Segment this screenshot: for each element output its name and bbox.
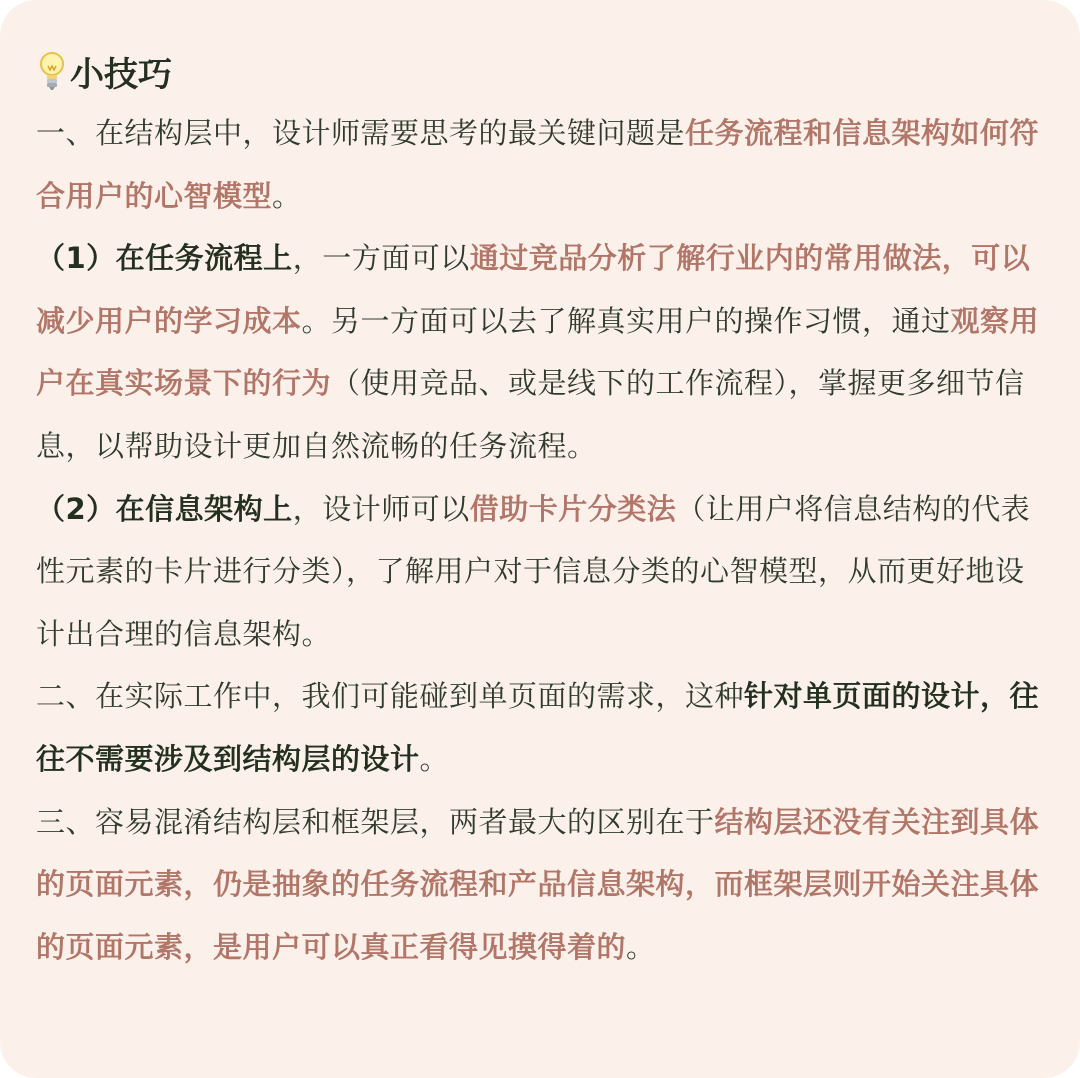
highlight-run: 观察用户在真实场景下的行为 bbox=[36, 303, 1040, 401]
tip-paragraph-2 bbox=[36, 227, 1048, 477]
bold-run: （2）在信息架构上 bbox=[36, 491, 293, 526]
highlight-run: 结构层还没有关注到具体的页面元素，仍是抽象的任务流程和产品信息架构，而框架层则开始关注具体的页面元素，是用户可以真正看得见摸得着的 bbox=[36, 804, 1040, 964]
text-run: 。 bbox=[272, 178, 302, 213]
tip-paragraph-3 bbox=[36, 478, 1048, 666]
highlight-run: 借助卡片分类法 bbox=[469, 491, 677, 526]
tip-paragraph-4 bbox=[36, 665, 1048, 790]
highlight-run: 任务流程和信息架构如何符合用户的心智模型 bbox=[36, 116, 1040, 213]
lightbulb-icon bbox=[36, 49, 68, 93]
text-run: 。 bbox=[626, 929, 656, 964]
text-run: 一、在结构层中，设计师需要思考的最关键问题是 bbox=[36, 116, 686, 150]
text-run: 。另一方面可以去了解真实用户的操作习惯，通过 bbox=[301, 303, 951, 338]
title-text: 小技巧 bbox=[70, 54, 172, 95]
highlight-run: 通过竞品分析了解行业内的常用做法，可以减少用户的学习成本 bbox=[36, 241, 1031, 338]
text-run: ，设计师可以 bbox=[292, 491, 470, 526]
card-title bbox=[36, 46, 172, 96]
bold-run: 针对单页面的设计，往往不需要涉及到结构层的设计 bbox=[36, 679, 1040, 776]
bold-run: （1）在任务流程上 bbox=[36, 241, 293, 276]
text-run: （让用户将信息结构的代表性元素的卡片进行分类），了解用户对于信息分类的心智模型，从而更好地设计出合理的信息架构。 bbox=[36, 491, 1031, 651]
text-run: ，一方面可以 bbox=[292, 241, 470, 276]
text-run: 二、在实际工作中，我们可能碰到单页面的需求，这种 bbox=[36, 679, 745, 714]
tips-body bbox=[36, 102, 1048, 978]
text-run: （使用竞品、或是线下的工作流程），掌握更多细节信息，以帮助设计更加自然流畅的任务流程。 bbox=[36, 366, 1025, 463]
tip-paragraph-5 bbox=[36, 791, 1048, 979]
text-run: 三、容易混淆结构层和框架层，两者最大的区别在于 bbox=[36, 804, 715, 839]
tip-paragraph-1 bbox=[36, 102, 1048, 227]
text-run: 。 bbox=[419, 741, 450, 776]
